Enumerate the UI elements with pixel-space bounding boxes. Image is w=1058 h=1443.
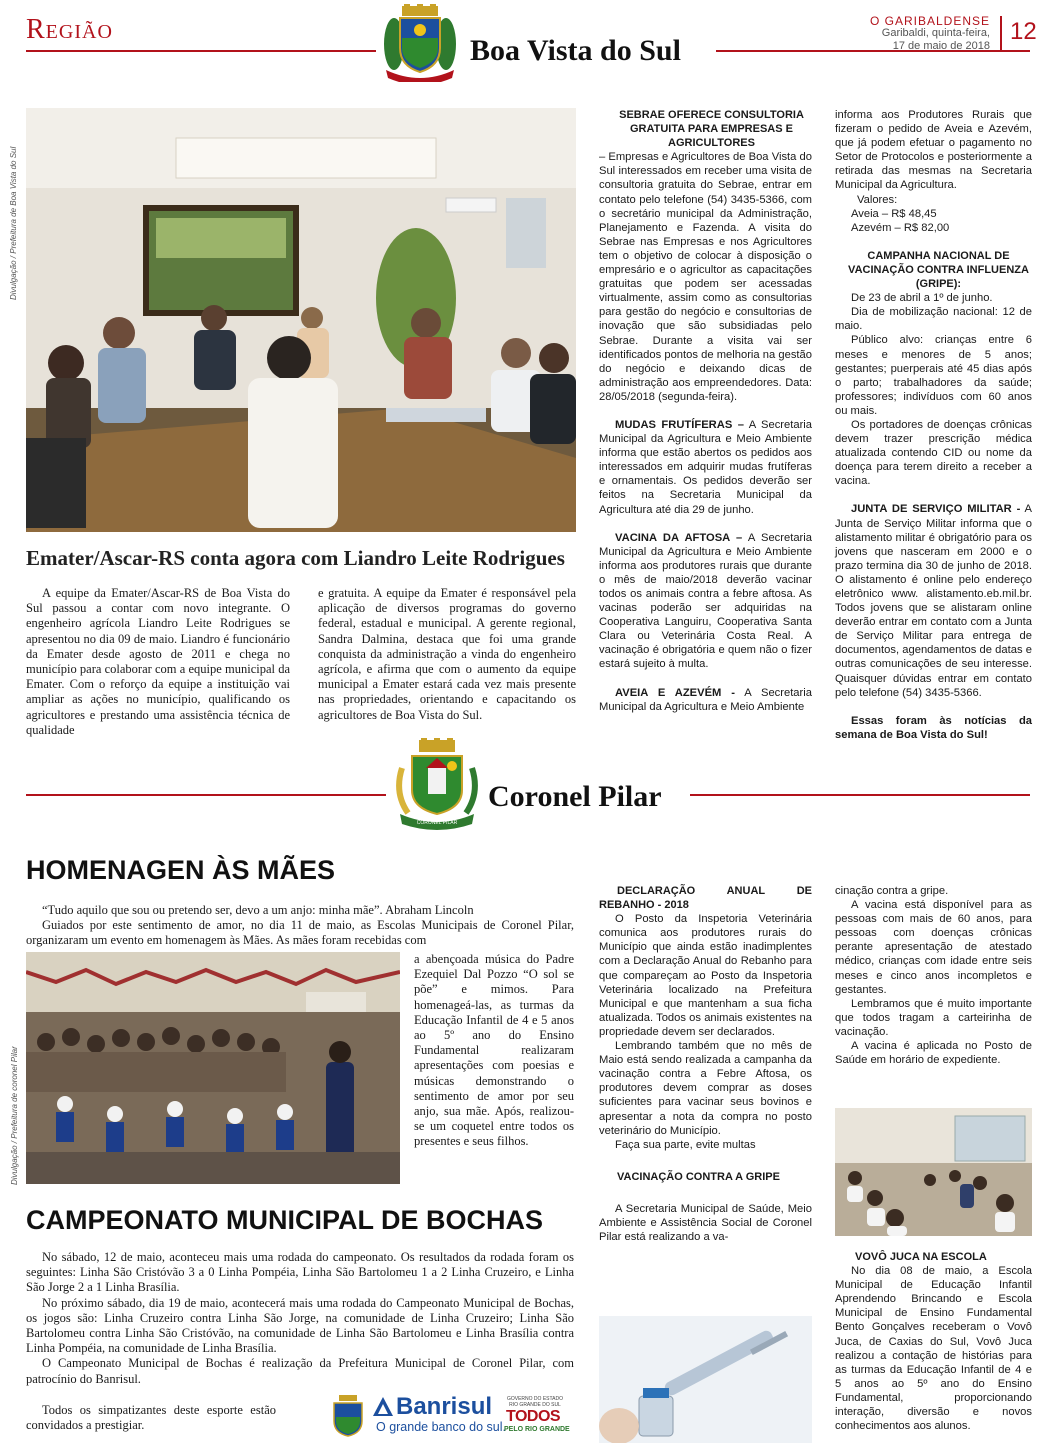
coronel-pilar-crest-icon: [394, 738, 480, 830]
juca-heading: VOVÔ JUCA NA ESCOLA: [855, 1251, 987, 1263]
boa-vista-crest-icon: [380, 4, 460, 82]
sebrae-body: – Empresas e Agricultores de Boa Vista do Sul interessados em receber uma visita de consultoria gratuita do Sebrae, entrar em contato pelo telefone (54) 3435-5366, com o secretário municipal da Administração, Planejamento e Fazenda. A visita do Sebrae nas Empresas e nos Agricultores tem o objetivo de colocar à disposição o empresário e o agricultor as capacitações gratuitas que podem ser acessadas virtualmente, assim como as consultorias para gestão do negócio e consultorias de inovação que são subsidiadas pelo Sebrae. Durante a visita vai ser identificados pontos de melhoria na gestão do negócio e deixando dicas de administração aos empreendedores. Data: 28/05/2018 (segunda-feira).: [599, 151, 812, 403]
section-rule-left: [26, 794, 386, 796]
banrisul-logo-icon: [372, 1396, 394, 1418]
emater-story-col1: [26, 586, 290, 738]
town-name: Boa Vista do Sul: [470, 34, 681, 67]
bochas-paragraph-4: Todos os simpatizantes deste esporte estão convidados a prestigiar.: [26, 1403, 276, 1433]
dateline: Garibaldi, quinta-feira,: [881, 27, 990, 39]
gripe-paragraph-4: A vacina é aplicada no Posto de Saúde em horário de expediente.: [835, 1040, 1032, 1067]
valor-aveia: Aveia – R$ 48,45: [851, 207, 937, 220]
maes-photo-credit: Divulgação / Prefeitura de coronel Pilar: [10, 1046, 19, 1185]
aftosa-paragraph: [599, 531, 812, 672]
bochas-paragraph-2: No próximo sábado, dia 19 de maio, acontecerá mais uma rodada do Campeonato Municipal de Bochas, os jogos são: Linha Cruzeiro contra Linha São Jorge, na comunidade de Linha Cruzeiro; Linha São Bartolomeu contra Linha São Cristóvão, na comunidade de Linha São Bartolomeu e Linha Brasília contra Linha Pompéia, na comunidade de Linha Brasília.: [26, 1295, 574, 1356]
mudas-body: A Secretaria Municipal da Agricultura e Meio Ambiente informa que estão abertos os pedidos aos interessados em adquirir mudas frutíferas e ornamentais. Os pedidos deverão ser feitos na Secretaria Municipal da Agricultura até dia 29 de junho.: [599, 418, 812, 516]
campanha-heading: CAMPANHA NACIONAL DE VACINAÇÃO CONTRA INFLUENZA (GRIPE):: [848, 249, 1029, 291]
bochas-invite: [26, 1403, 276, 1433]
banrisul-logo-text: Banrisul: [396, 1393, 493, 1420]
campanha-dates: De 23 de abril a 1º de junho.: [851, 292, 993, 305]
mudas-heading: MUDAS FRUTÍFERAS –: [615, 418, 744, 431]
aveia-body: A Secretaria Municipal da Agricultura e Meio Ambiente: [599, 686, 812, 713]
emater-paragraph-2: e gratuita. A equipe da Emater é responsável pela aplicação de diversos programas do governo federal, estadual e municipal. A gerente regional, Sandra Dalmina, destaca que foi uma grande conquista da administração a vinda do engenheiro agrícola, e afirma que com o aumento da equipe municipal a Emater estará cada vez mais presente nas propriedades, orientando e capacitando os agricultores de Boa Vista do Sul.: [318, 586, 576, 722]
bochas-story: [26, 1250, 574, 1387]
maes-paragraph-1: Guiados por este sentimento de amor, no dia 11 de maio, as Escolas Municipais de Coronel Pilar, organizaram um evento em homenagem às Mães. As mães foram recebidas com: [26, 918, 574, 948]
gripe-heading: VACINAÇÃO CONTRA A GRIPE: [617, 1170, 780, 1183]
campanha-mobilizacao: Dia de mobilização nacional: 12 de maio.: [835, 306, 1032, 333]
aftosa-heading: VACINA DA AFTOSA –: [615, 531, 743, 544]
campanha-publico: Público alvo: crianças entre 6 meses e menores de 5 anos; gestantes; puerperais até 45 dias após o parto; trabalhadores da saúde; professores; indivíduos com 60 anos ou mais.: [835, 334, 1032, 417]
closing-note: Essas foram às notícias da semana de Boa Vista do Sul!: [835, 714, 1032, 741]
bochas-paragraph-3: O Campeonato Municipal de Bochas é realização da Prefeitura Municipal de Coronel Pilar, com patrocínio do Banrisul.: [26, 1356, 574, 1386]
todos-slogan: PELO RIO GRANDE: [504, 1426, 570, 1433]
page-number: 12: [1010, 18, 1037, 45]
maes-event-photo: [26, 952, 400, 1184]
aveia-continued: informa aos Produtores Rurais que fizeram o pedido de Aveia e Azevém, que já podem efetuar o pagamento no Setor de Protocolos e posteriormente a retirada das mesmas na Secretaria Municipal da Agricultura.: [835, 109, 1032, 192]
maes-headline: HOMENAGEN ÀS MÃES: [26, 855, 336, 885]
crest-banner-text: CORONEL PILAR: [416, 820, 458, 826]
vaccine-photo: [599, 1316, 812, 1443]
rebanho-paragraph-1: O Posto da Inspetoria Veterinária comunica aos produtores rurais do Município que ainda estão inadimplentes com a Declaração Anual do Rebanho para que compareçam ao Posto da Inspetoria Veterinária localizado na Prefeitura Municipal e que mantenham a sua ficha atualizada. Todos os animais existentes na propriedade devem ser declarados.: [599, 913, 812, 1038]
campanha-cronicos: Os portadores de doenças crônicas devem trazer prescrição médica atualizada contendo CID ou nome da doença para terem direito a receber a vacina.: [835, 418, 1032, 488]
maes-intro: [26, 903, 574, 949]
aveia-heading: AVEIA E AZEVÉM -: [615, 686, 735, 699]
junta-body: A Junta de Serviço Militar informa que o alistamento militar é obrigatório para os jovens que nasceram em 2000 e o prazo termina dia 30 de junho de 2018. O alistamento é online pelo endereço eletrônico www. alistamento.eb.mil.br. Todos jovens que se alistaram online deverão entrar em contato com a Junta de Serviço Militar para entrega de documentos, agendamentos de datas e outras comunicações de seu interesse. Quaisquer dúvidas entrar em contato pelo telefone (54) 3435-5366.: [835, 503, 1032, 699]
rebanho-paragraph-2: Lembrando também que no mês de Maio está sendo realizada a campanha da vacinação contra a Febre Aftosa, os produtores devem comprar as doses suficientes para vacinar seus bovinos e apresentar a nota da compra no posto veterinário do Município.: [599, 1040, 812, 1137]
rebanho-paragraph-3: Faça sua parte, evite multas: [615, 1138, 756, 1151]
todos-logo-text: TODOS: [506, 1408, 561, 1425]
gripe-paragraph-1b: cinação contra a gripe.: [835, 885, 949, 897]
governo-label: GOVERNO DO ESTADO RIO GRANDE DO SUL: [506, 1396, 564, 1408]
valor-azevem: Azevém – R$ 82,00: [851, 221, 950, 234]
gripe-paragraph-1: A Secretaria Municipal de Saúde, Meio Ambiente e Assistência Social de Coronel Pilar está realizando a va-: [599, 1202, 812, 1244]
gripe-paragraph-2: A vacina está disponível para as pessoas com mais de 60 anos, para pessoas com doenças crônicas perante apresentação de atestado médico, crianças com idade entre seis meses e cinco anos incompletos e gestantes.: [835, 899, 1032, 996]
bochas-paragraph-1: No sábado, 12 de maio, aconteceu mais uma rodada do campeonato. Os resultados da rodada foram os seguintes: Linha São Cristóvão 3 a 0 Linha Pompéia, Linha São Bartolomeu 1 a 2 Linha Cruzeiro, e Linha São Jorge 2 a 1 Linha Brasília.: [26, 1250, 574, 1295]
maes-quote: “Tudo aquilo que sou ou pretendo ser, devo a um anjo: minha mãe”. Abraham Lincoln: [42, 903, 474, 917]
rebanho-heading: DECLARAÇÃO ANUAL DE REBANHO - 2018: [599, 885, 812, 912]
maes-side-text: [414, 952, 574, 1150]
aftosa-body: A Secretaria Municipal da Agricultura e Meio Ambiente informa aos produtores rurais que durante o mês de maio/2018 deverão vacinar todos os animais contra a febre aftosa. As vacinas poderão ser adquiridas na Cooperativa Languiru, Cooperativa Santa Clara ou Veterinária Costa Real. A vacinação é obrigatória e quem não o fizer estará sujeito à multa.: [599, 531, 812, 671]
notes-column-2: [835, 108, 1032, 742]
photo-credit: Divulgação / Prefeitura de Boa Vista do Sul: [9, 146, 18, 300]
section-rule-right: [690, 794, 1030, 796]
mudas-paragraph: [599, 418, 812, 517]
junta-heading: JUNTA DE SERVIÇO MILITAR -: [851, 503, 1021, 516]
vovo-juca-photo: [835, 1108, 1032, 1236]
emater-headline: Emater/Ascar-RS conta agora com Liandro Leite Rodrigues: [26, 546, 565, 570]
junta-paragraph: [835, 502, 1032, 699]
banrisul-slogan: O grande banco do sul.: [376, 1420, 506, 1434]
coronel-pilar-title: Coronel Pilar: [488, 780, 662, 813]
maes-paragraph-2: a abençoada música do Padre Ezequiel Dal Pozzo “O sol se põe” e mimos. Para homenageá-las, as turmas da Educação Infantil de 4 e 5 anos ao 5º ano do Ensino Fundamental realizaram apresentações com poesias e músicas demonstrando o sentimento de amor por seu anjo, sua mãe. Após, realizou-se um coquetel entre todos os presentes e seus filhos.: [414, 952, 574, 1149]
issue-date: 17 de maio de 2018: [892, 40, 990, 52]
page-number-divider: [1000, 16, 1002, 50]
rebanho-column: [599, 884, 812, 1244]
valores-label: Valores:: [857, 193, 898, 206]
sebrae-heading: SEBRAE OFERECE CONSULTORIA GRATUITA PARA EMPRESAS E AGRICULTORES: [619, 109, 804, 150]
gripe-column: [835, 884, 1032, 1067]
juca-column: [835, 1250, 1032, 1433]
municipal-crest-icon: [330, 1395, 366, 1437]
notes-column-1: [599, 108, 812, 714]
meeting-photo: [26, 108, 576, 532]
emater-story-col2: [318, 586, 576, 723]
aveia-paragraph: [599, 686, 812, 714]
header-rule-left: [26, 50, 376, 52]
gripe-paragraph-3: Lembramos que é muito importante que todos tragam a carteirinha de vacinação.: [835, 997, 1032, 1038]
emater-paragraph-1: A equipe da Emater/Ascar-RS de Boa Vista do Sul passou a contar com novo integrante. O engenheiro agrícola Liandro Leite Rodrigues se apresentou no dia 09 de maio. Liandro é funcionário da Emater desde agosto de 2011 e chega no município para colaborar com a equipe municipal da Emater. Com o reforço da equipe a instituição vai ampliar as ações no município, qualificando os agricultores e prestando uma assistência técnica de qualidade: [26, 586, 290, 737]
bochas-headline: CAMPEONATO MUNICIPAL DE BOCHAS: [26, 1205, 544, 1235]
juca-body: No dia 08 de maio, a Escola Municipal de Educação Infantil Aprendendo Brincando e Escola Municipal de Ensino Fundamental Bento Gonçalves receberam o Vovô Juca, de Caxias do Sul, Vovô Juca realizou a contação de histórias para as turmas da Educação Infantil de 4 e 5 anos ao 5º ano do Ensino Fundamental, proporcionando interação, diversão e novos conhecimentos aos alunos.: [835, 1265, 1032, 1433]
section-title: Região: [26, 14, 113, 45]
newspaper-name: O GARIBALDENSE: [869, 14, 990, 28]
